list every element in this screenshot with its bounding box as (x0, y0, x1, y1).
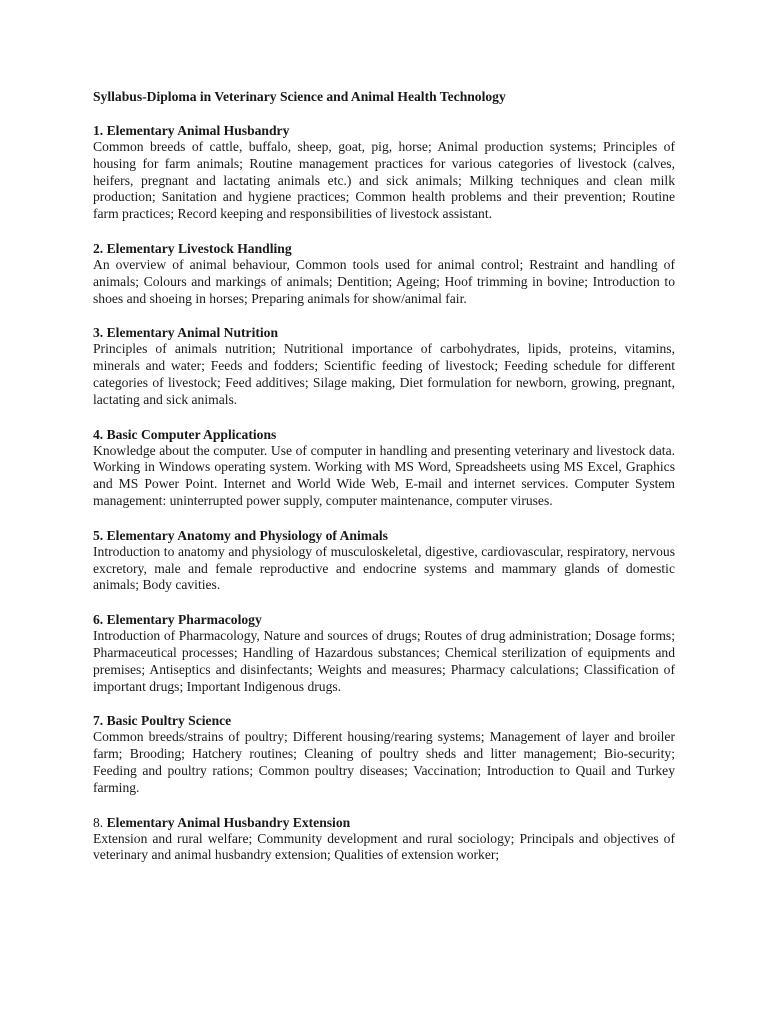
document-page (93, 88, 675, 881)
section-number: 7. (93, 713, 104, 729)
section-body: Principles of animals nutrition; Nutritional importance of carbohydrates, lipids, proteins, vitamins, minerals and water; Feeds and fodders; Scientific feeding of livestock; Feeding schedule for different categories of livestock; Feed additives; Silage making, Diet formulation for newborn, growing, pregnant, lactating and sick animals. (93, 341, 675, 407)
section-title: Elementary Animal Husbandry Extension (106, 814, 351, 830)
syllabus-section (93, 611, 675, 695)
syllabus-section (93, 712, 675, 796)
section-number: 6. (93, 612, 104, 628)
section-body: Extension and rural welfare; Community development and rural sociology; Principals and objectives of veterinary and animal husbandry extension; Qualities of extension worker; (93, 830, 675, 863)
section-heading (93, 814, 675, 831)
section-title: Elementary Pharmacology (106, 612, 262, 628)
section-body: Common breeds/strains of poultry; Different housing/rearing systems; Management of layer and broiler farm; Brooding; Hatchery routines; Cleaning of poultry sheds and litter management; Bio-security; Feeding and poultry rations; Common poultry diseases; Vaccination; Introduction to Quail and Turkey farming. (93, 729, 675, 795)
section-heading (93, 122, 675, 139)
syllabus-section (93, 240, 675, 307)
section-heading (93, 527, 675, 544)
section-body: Common breeds of cattle, buffalo, sheep, goat, pig, horse; Animal production systems; Principles of housing for farm animals; Routine management practices for various categories of livestock (calves, heifers, pregnant and lactating animals etc.) and sick animals; Milking techniques and clean milk production; Sanitation and hygiene practices; Common health problems and their prevention; Routine farm practices; Record keeping and responsibilities of livestock assistant. (93, 139, 675, 222)
syllabus-section (93, 324, 675, 408)
syllabus-section (93, 814, 675, 865)
section-title: Basic Poultry Science (106, 713, 232, 729)
section-number: 3. (93, 325, 104, 341)
document-title: Syllabus-Diploma in Veterinary Science and Animal Health Technology (93, 89, 506, 104)
section-body: Knowledge about the computer. Use of computer in handling and presenting veterinary and livestock data. Working in Windows operating system. Working with MS Word, Spreadsheets using MS Excel, Graphics and MS Power Point. Internet and World Wide Web, E-mail and internet services. Computer System management: uninterrupted power supply, computer maintenance, computer viruses. (93, 442, 675, 508)
section-list (93, 122, 675, 864)
syllabus-section (93, 426, 675, 510)
syllabus-section (93, 122, 675, 223)
section-title: Elementary Animal Nutrition (106, 325, 279, 341)
syllabus-section (93, 527, 675, 594)
section-number: 5. (93, 527, 104, 543)
section-body: Introduction of Pharmacology, Nature and sources of drugs; Routes of drug administration; Dosage forms; Pharmaceutical processes; Handling of Hazardous substances; Chemical sterilization of equipments and premises; Antiseptics and disinfectants; Weights and measures; Pharmacy calculations; Classification of important drugs; Important Indigenous drugs. (93, 628, 675, 694)
section-heading (93, 324, 675, 341)
section-title: Elementary Animal Husbandry (106, 123, 290, 138)
section-number: 8. (93, 814, 104, 830)
section-title: Elementary Anatomy and Physiology of Animals (106, 527, 388, 543)
section-number: 4. (93, 426, 104, 442)
section-heading (93, 611, 675, 628)
section-heading (93, 426, 675, 443)
section-body: An overview of animal behaviour, Common tools used for animal control; Restraint and handling of animals; Colours and markings of animals; Dentition; Ageing; Hoof trimming in bovine; Introduction to shoes and shoeing in horses; Preparing animals for show/animal fair. (93, 256, 675, 306)
section-body: Introduction to anatomy and physiology of musculoskeletal, digestive, cardiovascular, respiratory, nervous excretory, male and female reproductive and endocrine systems and mammary glands of domestic animals; Body cavities. (93, 543, 675, 593)
section-title: Basic Computer Applications (106, 426, 277, 442)
section-number: 1. (93, 123, 104, 138)
section-number: 2. (93, 240, 104, 256)
section-heading (93, 712, 675, 729)
section-heading (93, 240, 675, 257)
section-title: Elementary Livestock Handling (106, 240, 292, 256)
